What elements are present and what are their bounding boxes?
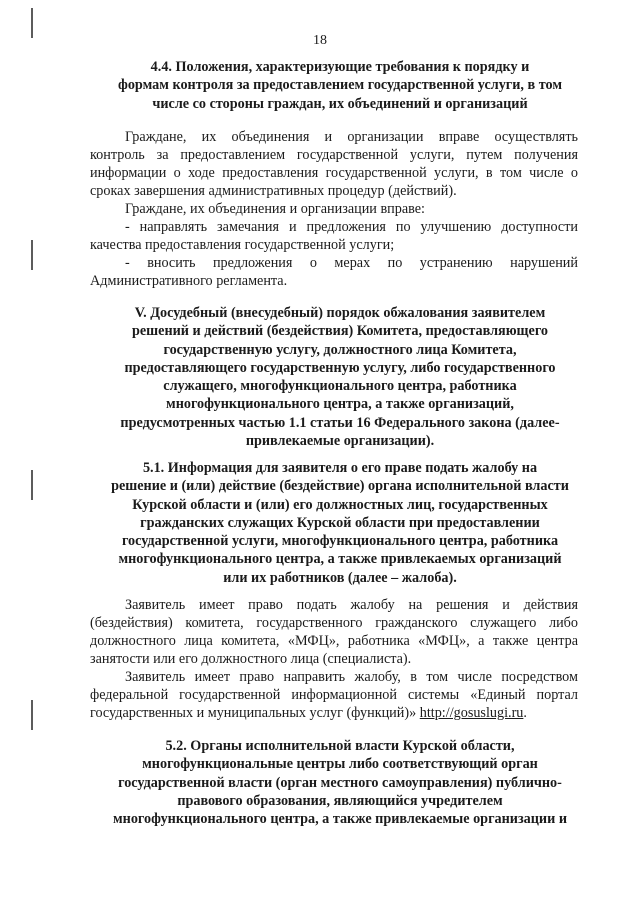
list-item-line: качества предоставления государственной услуги; <box>90 237 395 253</box>
paragraph-line: должностного лица комитета, «МФЦ», работника «МФЦ», а также центра <box>90 633 578 649</box>
section-5-heading: V. Досудебный (внесудебный) порядок обжалования заявителем решений и действий (бездействия) Комитета, предоставляющего государственную услугу, должностного лица Комитета, предоставляющего государственную услугу, либо государственного служащего, многофункционального центра, работника многофункционального центра, а также организаций, предусмотренных частью 1.1 статьи 16 Федерального закона (далее- привлекаемые организации). <box>120 305 560 450</box>
section-5-1-heading: 5.1. Информация для заявителя о его праве подать жалобу на решение и (или) действие (бездействие) органа исполнительной власти Курской области и (или) его должностных лиц, государственных гражданских служащих Курской области при предоставлении государственной услуги, многофункционального центра, работника многофункционального центра, а также привлекаемых организаций или их работников (далее – жалоба). <box>111 460 569 586</box>
list-item: - вносить предложения о мерах по устранению нарушений <box>125 255 578 271</box>
paragraph-line: (бездействия) комитета, государственного гражданского служащего либо <box>90 615 578 631</box>
paragraph: Заявитель имеет право подать жалобу на решения и действия <box>125 597 578 613</box>
paragraph: Граждане, их объединения и организации вправе осуществлять <box>125 129 578 145</box>
list-item-line: Административного регламента. <box>90 273 288 289</box>
margin-mark <box>30 240 34 270</box>
section-4-4-heading: 4.4. Положения, характеризующие требования к порядку и формам контроля за предоставлением государственной услуги, в том числе со стороны граждан, их объединений и организаций <box>118 59 562 112</box>
paragraph-text: государственных и муниципальных услуг (функций)» <box>90 705 417 721</box>
paragraph-text: . <box>523 705 527 721</box>
section-5-2-heading: 5.2. Органы исполнительной власти Курской области, многофункциональные центры либо соответствующий орган государственной власти (орган местного самоуправления) публично- правового образования, являющийся учредителем многофункционального центра, а также привлекаемые организации и <box>113 738 567 828</box>
paragraph: Заявитель имеет право направить жалобу, в том числе посредством <box>125 669 578 685</box>
gosuslugi-link[interactable]: http://gosuslugi.ru <box>419 705 524 721</box>
paragraph-line: федеральной государственной информационной системы «Единый портал <box>90 687 578 703</box>
paragraph-line <box>90 704 578 722</box>
paragraph-line: занятости или его должностного лица (специалиста). <box>90 651 412 667</box>
margin-mark <box>30 470 34 500</box>
paragraph-line: информации о ходе предоставления государственной услуги, в том числе о <box>90 165 578 181</box>
list-item: - направлять замечания и предложения по улучшению доступности <box>125 219 578 235</box>
paragraph-line: сроках завершения административных процедур (действий). <box>90 183 457 199</box>
margin-mark <box>30 700 34 730</box>
paragraph: Граждане, их объединения и организации вправе: <box>125 201 425 217</box>
paragraph-line: контроль за предоставлением государственной услуги, путем получения <box>90 147 578 163</box>
page-number: 18 <box>313 33 327 48</box>
